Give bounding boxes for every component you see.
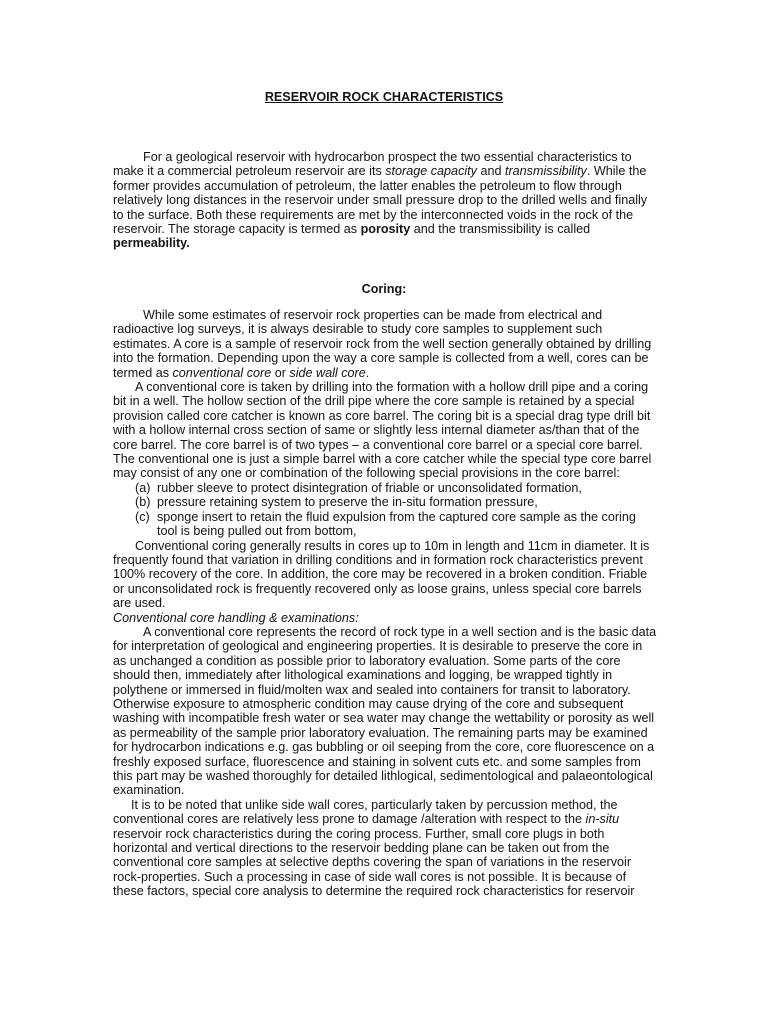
- coring-paragraph-2: A conventional core is taken by drilling into the formation with a hollow drill pipe and a coring bit in a well. The hollow section of the drill pipe where the core sample is retained by a special provision called core catcher is known as core barrel. The coring bit is a special drag type drill bit with a hollow internal cross section of same or slightly less internal diameter as/than that of the core barrel. The core barrel is of two types – a conventional core barrel or a special core barrel. The conventional one is just a simple barrel with a core catcher while the special type core barrel may consist of any one or combination of the following special provisions in the core barrel:: [113, 380, 652, 481]
- document-title: RESERVOIR ROCK CHARACTERISTICS: [264, 90, 504, 104]
- list-item: (c) sponge insert to retain the fluid expulsion from the captured core sample as the coring tool is being pulled out from bottom,: [135, 509, 636, 539]
- coring-paragraph-1: While some estimates of reservoir rock properties can be made from electrical and radioactive log surveys, it is always desirable to study core samples to supplement such estimates. A core is a sample of reservoir rock from the well section generally obtained by drilling into the formation. Depending upon the way a core sample is collected from a well, cores can be termed as conventional core or side wall core.: [113, 308, 652, 380]
- intro-paragraph: For a geological reservoir with hydrocarbon prospect the two essential characteristics to make it a commercial petroleum reservoir are its storage capacity and transmissibility. While the former provides accumulation of petroleum, the latter enables the petroleum to flow through relatively long distances in the reservoir under small pressure drop to the drilled wells and finally to the surface. Both these requirements are met by the interconnected voids in the rock of the reservoir. The storage capacity is termed as porosity and the transmissibility is called permeability.: [113, 150, 648, 251]
- handling-paragraph-2: It is to be noted that unlike side wall cores, particularly taken by percussion method, the conventional cores are relatively less prone to damage /alteration with respect to the in-situ reservoir rock characteristics during the coring process. Further, small core plugs in both horizontal and vertical directions to the reservoir bedding plane can be taken out from the conventional core samples at selective depths covering the span of variations in the reservoir rock-properties. Such a processing in case of side wall cores is not possible. It is because of these factors, special core analysis to determine the required rock characteristics for reservoir: [113, 797, 635, 899]
- list-item: (b) pressure retaining system to preserve the in-situ formation pressure,: [135, 495, 538, 510]
- coring-heading: Coring:: [361, 282, 407, 296]
- coring-paragraph-3: Conventional coring generally results in cores up to 10m in length and 11cm in diameter. It is frequently found that variation in drilling conditions and in formation rock characteristics prevent 100% recovery of the core. In addition, the core may be recovered in a broken condition. Friable or unconsolidated rock is frequently recovered only as loose grains, unless special core barrels are used.: [113, 538, 650, 611]
- list-item: (a) rubber sleeve to protect disintegration of friable or unconsolidated formation,: [135, 480, 582, 495]
- handling-subheading: Conventional core handling & examinations:: [113, 610, 359, 625]
- core-barrel-provisions-list: [113, 481, 658, 539]
- coring-section: [113, 308, 658, 899]
- handling-paragraph-1: A conventional core represents the record of rock type in a well section and is the basic data for interpretation of geological and engineering properties. It is desirable to preserve the core in as unchanged a condition as possible prior to laboratory evaluation. Some parts of the core should then, immediately after lithological examinations and logging, be wrapped tightly in polythene or immersed in fluid/molten wax and sealed into containers for transit to laboratory. Otherwise exposure to atmospheric condition may cause drying of the core and subsequent washing with incompatible fresh water or sea water may change the wettability or porosity as well as permeability of the sample prior laboratory evaluation. The remaining parts may be examined for hydrocarbon indications e.g. gas bubbling or oil seeping from the core, core fluorescence on a freshly exposed surface, fluorescence and staining in solvent cuts etc. and some samples from this part may be washed thoroughly for detailed lithlogical, sedimentological and palaeontological examination.: [113, 624, 657, 798]
